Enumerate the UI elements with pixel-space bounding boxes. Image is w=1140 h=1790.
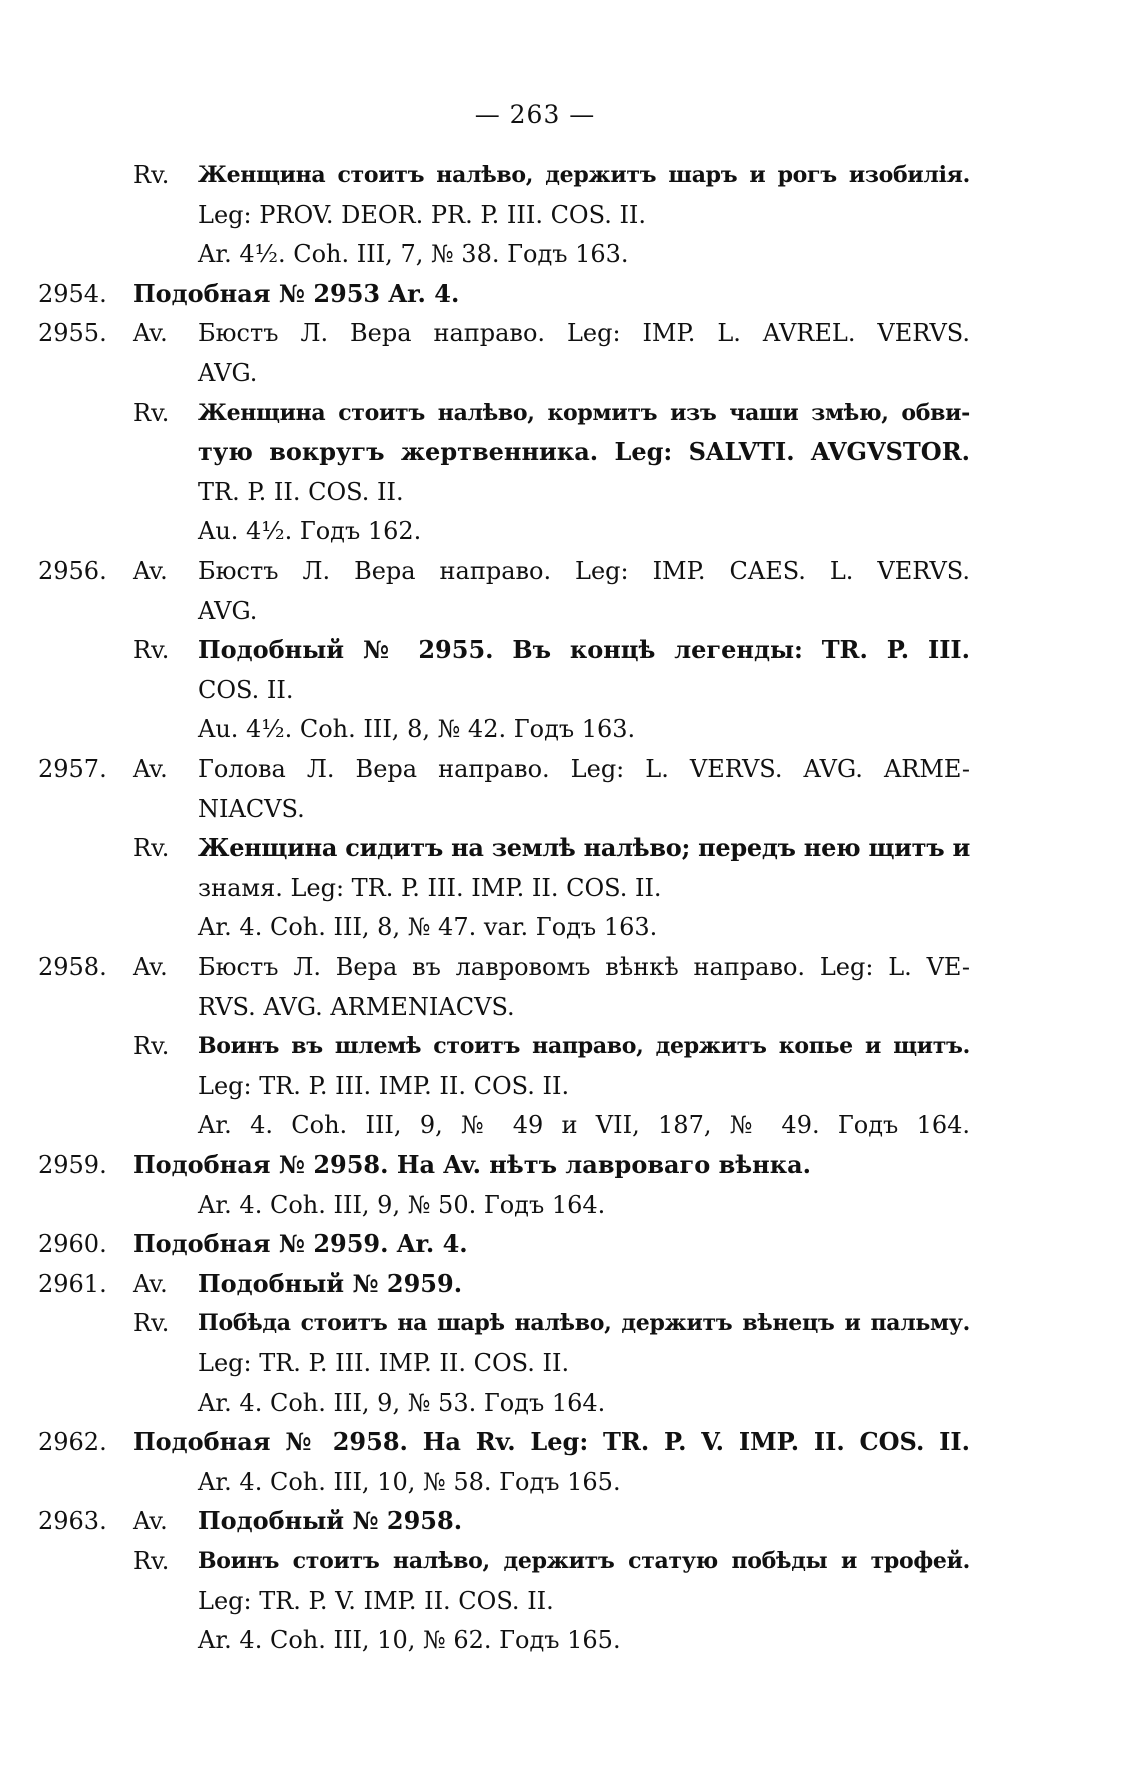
entry-text: Подобный № 2955. Въ концѣ легенды: TR. P. III.	[198, 635, 970, 665]
text-line	[0, 1066, 1140, 1106]
page-number: — 263 —	[474, 100, 596, 129]
entry-number: 2962.	[38, 1428, 107, 1457]
side-label: Av.	[133, 557, 168, 585]
entry-text: Ar. 4. Coh. III, 10, № 62. Годъ 165.	[198, 1626, 621, 1655]
entry-text: Leg: PROV. DEOR. PR. P. III. COS. II.	[198, 200, 647, 229]
text-line	[0, 947, 1140, 987]
entry-text: Женщина сидитъ на землѣ налѣво; передъ нею щитъ и	[198, 833, 970, 863]
entry-number: 2955.	[38, 319, 107, 348]
text-line	[0, 907, 1140, 947]
entry-text: тую вокругъ жертвенника. Leg: SALVTI. AVGVSTOR.	[198, 437, 970, 467]
entry-text: Leg: TR. P. V. IMP. II. COS. II.	[198, 1586, 554, 1615]
text-line	[0, 1422, 1140, 1462]
text-line	[0, 828, 1140, 868]
side-label: Av.	[133, 1507, 168, 1536]
entry-text: Ar. 4. Coh. III, 8, № 47. var. Годъ 163.	[198, 913, 658, 942]
entry-text: знамя. Leg: TR. P. III. IMP. II. COS. II.	[198, 873, 662, 902]
side-label: Av.	[133, 953, 168, 981]
text-line	[0, 670, 1140, 710]
text-line	[0, 432, 1140, 472]
entry-text: NIACVS.	[198, 794, 305, 823]
entry-text: Au. 4½. Годъ 162.	[198, 517, 422, 546]
side-label: Rv.	[133, 1032, 170, 1061]
side-label: Rv.	[133, 1547, 170, 1575]
entry-number: 2961.	[38, 1269, 107, 1298]
entry-text: Подобный № 2959.	[198, 1268, 463, 1298]
entry-number: 2956.	[38, 557, 107, 585]
side-label: Rv.	[133, 161, 170, 189]
entry-number: 2958.	[38, 953, 107, 981]
text-line	[0, 1462, 1140, 1502]
entry-text: Подобная № 2958. На Av. нѣтъ лавроваго вѣнка.	[133, 1150, 811, 1179]
text-line	[0, 630, 1140, 670]
entry-text: Ar. 4. Coh. III, 9, № 49 и VII, 187, № 49. Годъ 164.	[198, 1111, 970, 1140]
entry-text: Бюстъ Л. Вера направо. Leg: IMP. CAES. L. VERVS.	[198, 557, 970, 585]
entry-text: AVG.	[198, 596, 258, 625]
text-line	[0, 1581, 1140, 1621]
text-line	[0, 1501, 1140, 1541]
text-line	[0, 1185, 1140, 1225]
side-label: Rv.	[133, 636, 170, 665]
entry-text: AVG.	[198, 359, 258, 387]
entry-text: Женщина стоитъ налѣво, держитъ шаръ и рогъ изобилія.	[198, 162, 970, 188]
text-line	[0, 195, 1140, 235]
entry-text: Au. 4½. Coh. III, 8, № 42. Годъ 163.	[198, 715, 636, 744]
text-line	[0, 234, 1140, 274]
entry-text: Воинъ стоитъ налѣво, держитъ статую побѣды и трофей.	[198, 1548, 970, 1574]
entry-text: Leg: TR. P. III. IMP. II. COS. II.	[198, 1071, 570, 1100]
text-line	[0, 1383, 1140, 1423]
entry-number: 2954.	[38, 279, 107, 308]
entry-text: Женщина стоитъ налѣво, кормитъ изъ чаши змѣю, обви-	[198, 399, 970, 426]
text-line	[0, 749, 1140, 789]
text-line	[0, 868, 1140, 908]
text-line	[0, 1105, 1140, 1145]
text-line	[0, 987, 1140, 1027]
text-line	[0, 155, 1140, 195]
side-label: Av.	[133, 319, 168, 348]
side-label: Rv.	[133, 1309, 170, 1338]
text-line	[0, 1224, 1140, 1264]
text-line	[0, 274, 1140, 314]
entry-number: 2960.	[38, 1230, 107, 1259]
text-line	[0, 1620, 1140, 1660]
entry-text: Воинъ въ шлемѣ стоитъ направо, держитъ копье и щитъ.	[198, 1033, 970, 1060]
text-line	[0, 393, 1140, 433]
text-line	[0, 1541, 1140, 1581]
text-line	[0, 551, 1140, 591]
side-label: Rv.	[133, 398, 170, 427]
entry-text: Бюстъ Л. Вера въ лавровомъ вѣнкѣ направо. Leg: L. VE-	[198, 953, 970, 981]
entry-text: RVS. AVG. ARMENIACVS.	[198, 992, 515, 1021]
entry-text: Ar. 4. Coh. III, 10, № 58. Годъ 165.	[198, 1467, 621, 1496]
entry-text: Подобная № 2958. На Rv. Leg: TR. P. V. IMP. II. COS. II.	[133, 1427, 970, 1457]
text-line	[0, 313, 1140, 353]
text-line	[0, 353, 1140, 393]
side-label: Av.	[133, 1269, 168, 1298]
entry-number: 2957.	[38, 755, 107, 783]
entry-text: Голова Л. Вера направо. Leg: L. VERVS. AVG. ARME-	[198, 755, 970, 783]
entry-text: Подобная № 2953 Ar. 4.	[133, 278, 460, 308]
text-line	[0, 1026, 1140, 1066]
entry-text: Бюстъ Л. Вера направо. Leg: IMP. L. AVREL. VERVS.	[198, 319, 970, 348]
entry-number: 2963.	[38, 1507, 107, 1536]
entry-text: Leg: TR. P. III. IMP. II. COS. II.	[198, 1349, 570, 1377]
text-line	[0, 472, 1140, 512]
entry-text: Подобный № 2958.	[198, 1506, 463, 1536]
text-line	[0, 511, 1140, 551]
entry-text: COS. II.	[198, 675, 294, 704]
entry-number: 2959.	[38, 1151, 107, 1179]
entry-text: Подобная № 2959. Ar. 4.	[133, 1229, 468, 1259]
entry-text: Ar. 4. Coh. III, 9, № 53. Годъ 164.	[198, 1388, 606, 1417]
entry-text: TR. P. II. COS. II.	[198, 477, 404, 506]
side-label: Rv.	[133, 834, 170, 863]
entry-text: Побѣда стоитъ на шарѣ налѣво, держитъ вѣнецъ и пальму.	[198, 1310, 970, 1337]
text-line	[0, 789, 1140, 829]
text-line	[0, 1264, 1140, 1304]
entry-text: Ar. 4. Coh. III, 9, № 50. Годъ 164.	[198, 1190, 606, 1219]
text-line	[0, 1343, 1140, 1383]
side-label: Av.	[133, 755, 168, 783]
text-line	[0, 1145, 1140, 1185]
text-line	[0, 591, 1140, 631]
entry-text: Ar. 4½. Coh. III, 7, № 38. Годъ 163.	[198, 240, 629, 269]
text-line	[0, 709, 1140, 749]
text-line	[0, 1303, 1140, 1343]
